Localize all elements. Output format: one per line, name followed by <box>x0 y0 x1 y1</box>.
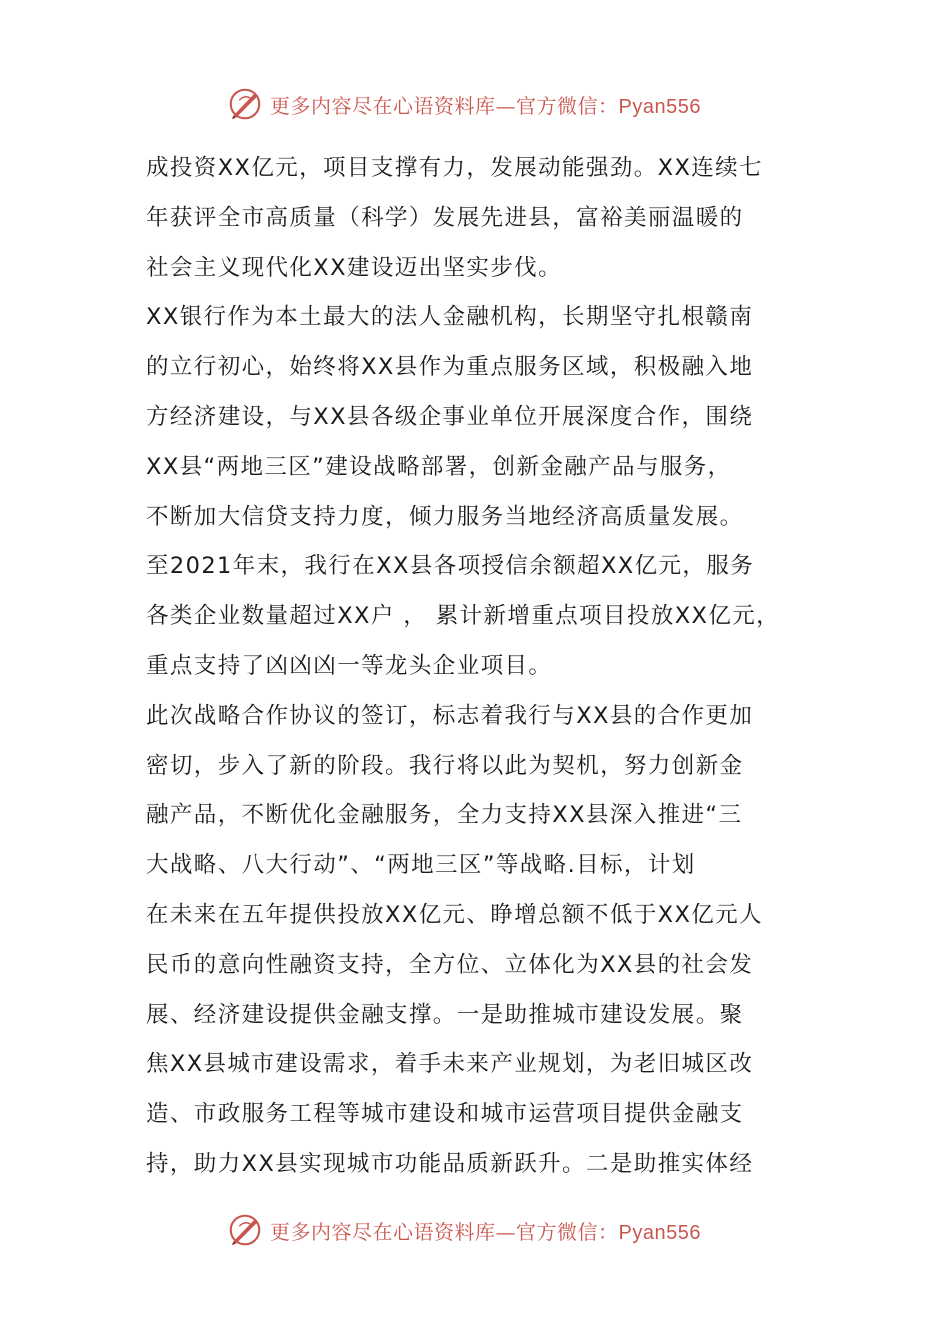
text-line: 重点支持了凶凶凶一等龙头企业项目。 <box>146 652 553 679</box>
banner-text: 更多内容尽在心语资料库—官方微信：Pyan556 <box>270 1219 701 1244</box>
text-line: 此次战略合作协议的签订，标志着我行与XX县的合作更加 <box>146 702 754 729</box>
text-line: 至2021年末，我行在XX县各项授信余额超XX亿元，服务 <box>146 553 755 580</box>
text-line: 展、经济建设提供金融支撑。一是助推城市建设发展。聚 <box>146 1001 744 1028</box>
text-line: 焦XX县城市建设需求，着手未来产业规划，为老旧城区改 <box>146 1051 754 1078</box>
text-line: 持，助力XX县实现城市功能品质新跃升。二是助推实体经 <box>146 1150 754 1177</box>
text-line: 造、市政服务工程等城市建设和城市运营项目提供金融支 <box>146 1101 744 1128</box>
text-line: 社会主义现代化XX建设迈出坚实步伐。 <box>146 254 563 281</box>
text-line: 各类企业数量超过XX户 ， 累计新增重点项目投放XX亿元， <box>146 603 781 630</box>
header-banner <box>226 84 746 124</box>
text-line: XX银行作为本土最大的法人金融机构，长期坚守扎根赣南 <box>146 304 754 331</box>
text-line: 密切，步入了新的阶段。我行将以此为契机，努力创新金 <box>146 752 744 779</box>
footer-banner <box>226 1210 746 1250</box>
text-line: XX县“两地三区”建设战略部署，创新金融产品与服务， <box>146 453 732 480</box>
text-line: 大战略、八大行动”、“两地三区”等战略.目标，计划 <box>146 852 696 879</box>
pen-logo-icon <box>226 1211 264 1249</box>
text-line: 成投资XX亿元，项目支撑有力，发展动能强劲。XX连续七 <box>146 155 763 181</box>
text-line: 在未来在五年提供投放XX亿元、睁增总额不低于XX亿元人 <box>146 901 763 928</box>
text-line: 不断加大信贷支持力度，倾力服务当地经济高质量发展。 <box>146 503 744 530</box>
text-line: 融产品，不断优化金融服务，全力支持XX县深入推进“三 <box>146 802 743 829</box>
text-line: 的立行初心，始终将XX县作为重点服务区域，积极融入地 <box>146 354 754 381</box>
text-line: 民币的意向性融资支持，全方位、立体化为XX县的社会发 <box>146 951 754 978</box>
document-body <box>146 144 826 1190</box>
text-line: 方经济建设，与XX县各级企事业单位开展深度合作，围绕 <box>146 403 754 430</box>
pen-logo-icon <box>226 85 264 123</box>
banner-text: 更多内容尽在心语资料库—官方微信：Pyan556 <box>270 93 701 118</box>
text-line: 年获评全市高质量（科学）发展先进县，富裕美丽温暖的 <box>146 204 744 231</box>
